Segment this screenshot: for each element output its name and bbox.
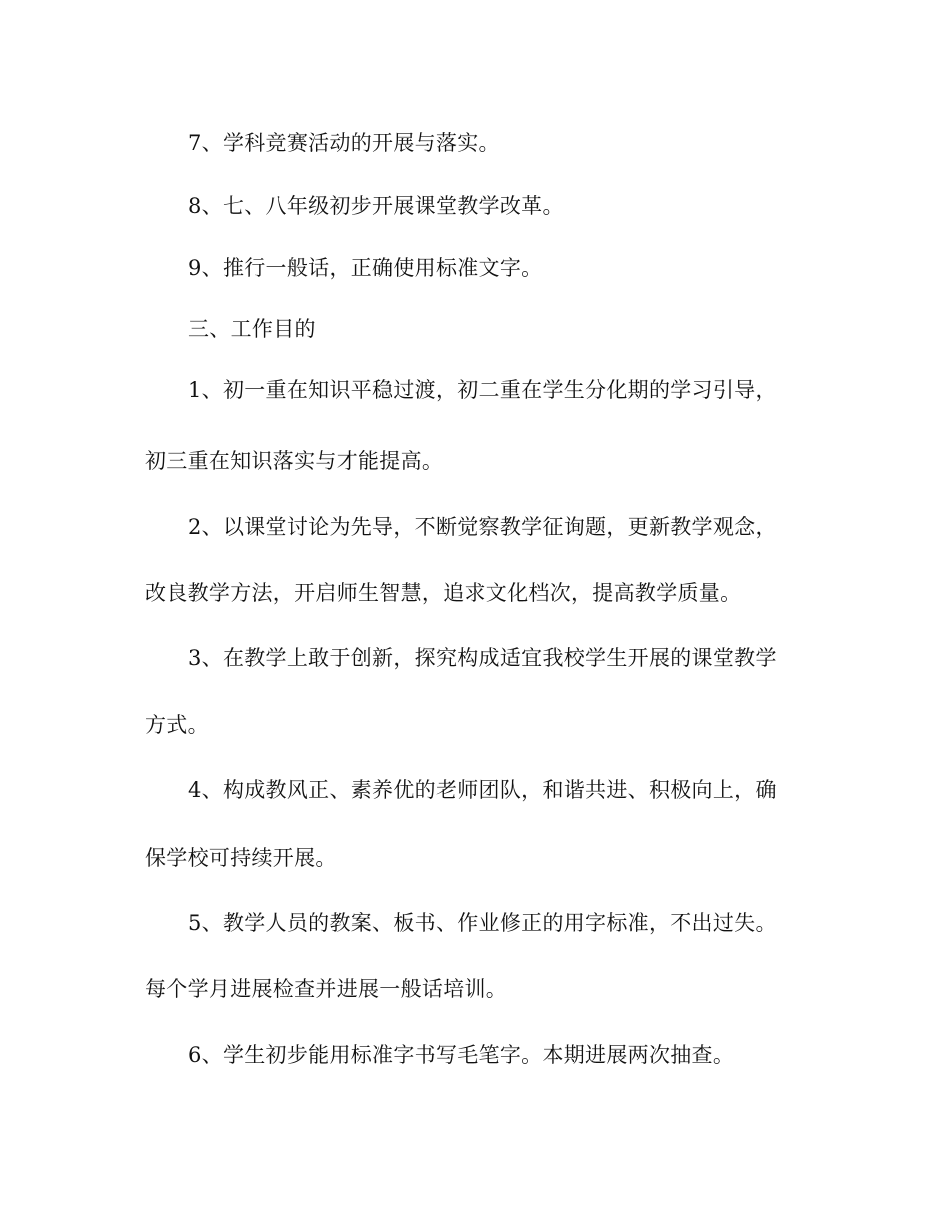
paragraph-item-8: 8、七、八年级初步开展课堂教学改革。 <box>188 194 564 218</box>
section-heading: 三、工作目的 <box>188 317 316 341</box>
goal-3-line-1: 3、在教学上敢于创新，探究构成适宜我校学生开展的课堂教学 <box>188 646 777 670</box>
paragraph-item-7: 7、学科竞赛活动的开展与落实。 <box>188 131 500 155</box>
goal-3-line-2: 方式。 <box>145 713 209 737</box>
goal-1-line-1: 1、初一重在知识平稳过渡，初二重在学生分化期的学习引导， <box>188 378 777 402</box>
goal-4-line-2: 保学校可持续开展。 <box>145 846 337 870</box>
goal-2-line-2: 改良教学方法，开启师生智慧，追求文化档次，提高教学质量。 <box>145 581 742 605</box>
goal-2-line-1: 2、以课堂讨论为先导，不断觉察教学征询题，更新教学观念， <box>188 515 777 539</box>
goal-5-line-2: 每个学月进展检查并进展一般话培训。 <box>145 977 508 1001</box>
goal-5-line-1: 5、教学人员的教案、板书、作业修正的用字标准，不出过失。 <box>188 911 777 935</box>
goal-4-line-1: 4、构成教风正、素养优的老师团队，和谐共进、积极向上，确 <box>188 778 777 802</box>
goal-6-line-1: 6、学生初步能用标准字书写毛笔字。本期进展两次抽查。 <box>188 1043 735 1067</box>
goal-1-line-2: 初三重在知识落实与才能提高。 <box>145 449 444 473</box>
paragraph-item-9: 9、推行一般话，正确使用标准文字。 <box>188 256 543 280</box>
